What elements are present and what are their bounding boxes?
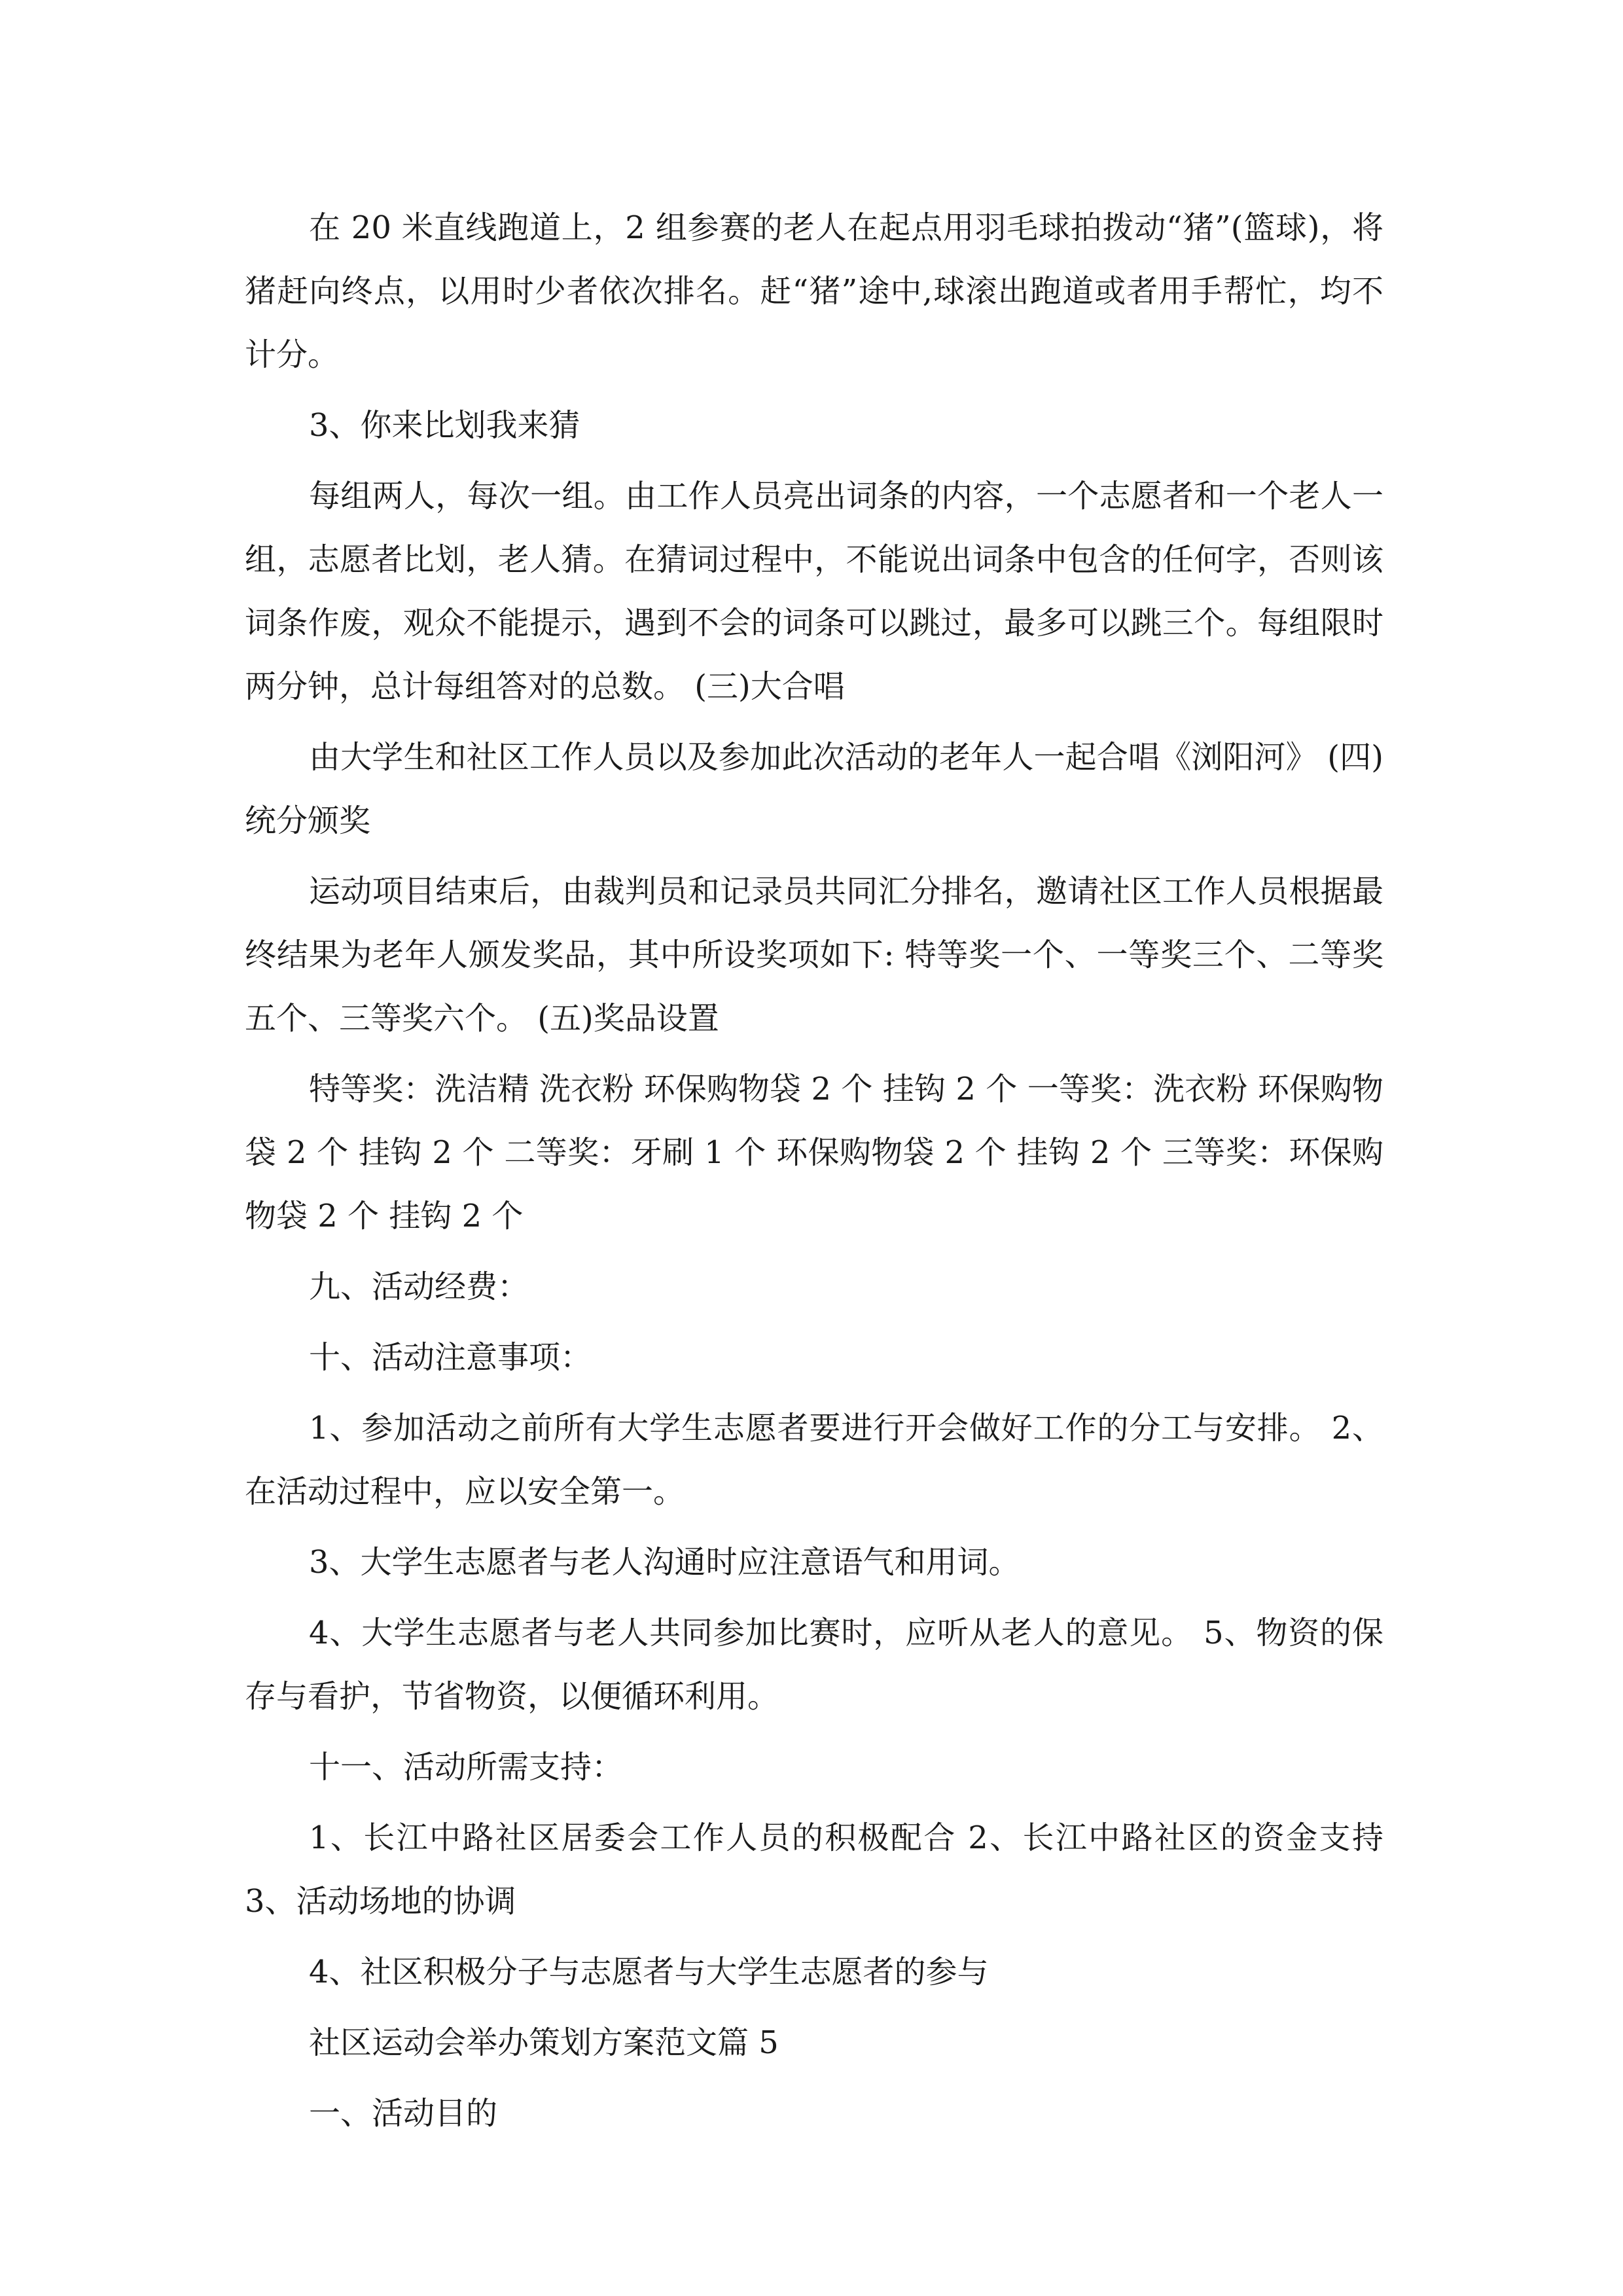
paragraph-support-4: 4、社区积极分子与志愿者与大学生志愿者的参与	[309, 1954, 989, 1990]
paragraph-note-3: 3、大学生志愿者与老人沟通时应注意语气和用词。	[309, 1544, 1020, 1581]
paragraph-game-3-title: 3、你来比划我来猜	[309, 407, 580, 444]
paragraph-support-1-3: 1、长江中路社区居委会工作人员的积极配合 2、长江中路社区的资金支持 3、活动场地的协调	[245, 1820, 1383, 1920]
paragraph-note-1-2: 1、参加活动之前所有大学生志愿者要进行开会做好工作的分工与安排。 2、在活动过程中，应以安全第一。	[245, 1410, 1383, 1510]
paragraph-race-rules: 在 20 米直线跑道上，2 组参赛的老人在起点用羽毛球拍拨动“猪”(篮球)，将猪赶向终点，以用时少者依次排名。赶“猪”途中,球滚出跑道或者用手帮忙，均不计分。	[245, 209, 1383, 373]
document-body	[245, 196, 1383, 2153]
paragraph-purpose-heading: 一、活动目的	[309, 2095, 498, 2132]
paragraph-game-3-rules: 每组两人，每次一组。由工作人员亮出词条的内容，一个志愿者和一个老人一组，志愿者比划，老人猜。在猜词过程中，不能说出词条中包含的任何字，否则该词条作废，观众不能提示，遇到不会的词条可以跳过，最多可以跳三个。每组限时两分钟，总计每组答对的总数。 (三)大合唱	[245, 478, 1383, 705]
paragraph-note-4-5: 4、大学生志愿者与老人共同参加比赛时，应听从老人的意见。 5、物资的保存与看护，节省物资，以便循环利用。	[245, 1615, 1383, 1715]
paragraph-section-title: 社区运动会举办策划方案范文篇 5	[309, 2024, 779, 2061]
paragraph-awards: 运动项目结束后，由裁判员和记录员共同汇分排名，邀请社区工作人员根据最终结果为老年人颁发奖品，其中所设奖项如下: 特等奖一个、一等奖三个、二等奖五个、三等奖六个。 (五)奖品设置	[245, 873, 1383, 1037]
paragraph-notes-heading: 十、活动注意事项：	[309, 1339, 592, 1376]
paragraph-budget-heading: 九、活动经费：	[309, 1268, 529, 1305]
paragraph-prizes: 特等奖：洗洁精 洗衣粉 环保购物袋 2 个 挂钩 2 个 一等奖：洗衣粉 环保购物袋 2 个 挂钩 2 个 二等奖：牙刷 1 个 环保购物袋 2 个 挂钩 2 个 三等奖：环保购物袋 2 个 挂钩 2 个	[245, 1071, 1383, 1234]
paragraph-support-heading: 十一、活动所需支持：	[309, 1749, 624, 1785]
paragraph-chorus: 由大学生和社区工作人员以及参加此次活动的老年人一起合唱《浏阳河》 (四)统分颁奖	[245, 739, 1383, 839]
